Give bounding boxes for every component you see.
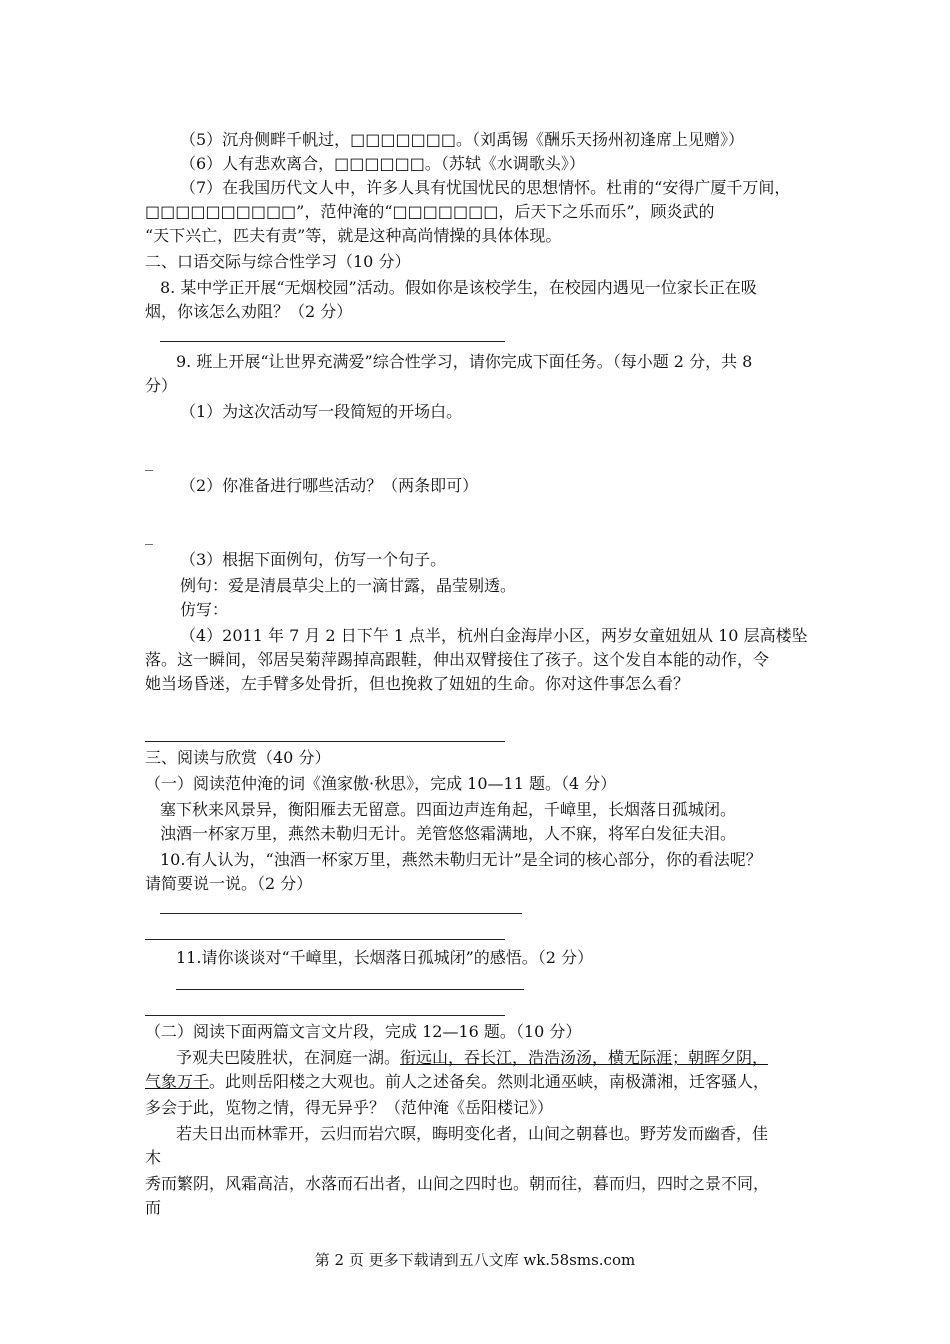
section-2-heading: 二、口语交际与综合性学习（10 分） bbox=[145, 252, 411, 271]
question-9-4: （4）2011 年 7 月 2 日下午 1 点半，杭州白金海岸小区，两岁女童妞妞从 10 层高楼坠 bbox=[180, 626, 808, 645]
passage-text: 予观夫巴陵胜状，在洞庭一湖。 bbox=[176, 1048, 401, 1067]
question-9-4-end: 她当场昏迷，左手臂多处骨折，但也挽救了妞妞的生命。你对这件事怎么看？ bbox=[145, 674, 690, 693]
example-sentence: 例句：爱是清晨草尖上的一滴甘露，晶莹剔透。 bbox=[180, 576, 517, 595]
question-10-cont: 请简要说一说。（2 分） bbox=[145, 874, 313, 893]
page-footer: 第 2 页 更多下载请到五八文库 wk.58sms.com bbox=[314, 1251, 636, 1269]
question-8-cont: 烟，你该怎么劝阻？（2 分） bbox=[145, 302, 353, 321]
underlined-text: 气象万千 bbox=[145, 1072, 210, 1091]
answer-line bbox=[160, 341, 505, 342]
passage-2-line-2: 秀而繁阴，风霜高洁，水落而石出者，山间之四时也。朝而往，暮而归，四时之景不同， bbox=[145, 1174, 770, 1193]
imitation-label: 仿写： bbox=[180, 600, 229, 619]
passage-2-line-1: 若夫日出而林霏开，云归而岩穴暝，晦明变化者，山间之朝暮也。野芳发而幽香，佳 bbox=[176, 1124, 769, 1143]
answer-line bbox=[145, 1015, 505, 1016]
question-11: 11.请你谈谈对“千嶂里，长烟落日孤城闭”的感悟。（2 分） bbox=[176, 948, 594, 967]
question-9-cont: 分） bbox=[145, 376, 178, 395]
blank-mark: _ bbox=[145, 452, 153, 471]
ci-line-2: 浊酒一杯家万里，燕然未勒归无计。羌管悠悠霜满地，人不寐，将军白发征夫泪。 bbox=[160, 824, 737, 843]
passage-1-line-2 bbox=[145, 1071, 769, 1093]
passage-1-line-3: 多会于此，览物之情，得无异乎？（范仲淹《岳阳楼记》） bbox=[145, 1098, 554, 1117]
question-9: 9. 班上开展“让世界充满爱”综合性学习，请你完成下面任务。（每小题 2 分，共 8 bbox=[176, 352, 753, 371]
passage-text: 。此则岳阳楼之大观也。前人之述备矣。然则北通巫峡，南极潇湘，迁客骚人， bbox=[209, 1072, 770, 1091]
underlined-text: 衔远山，吞长江，浩浩汤汤，横无际涯；朝晖夕阴， bbox=[400, 1048, 769, 1067]
answer-line bbox=[145, 939, 505, 940]
poem-line-7-cont: □□□□□□□□□□”，范仲淹的“□□□□□□□，后天下之乐而乐”，顾炎武的 bbox=[145, 202, 715, 221]
ci-line-1: 塞下秋来风景异，衡阳雁去无留意。四面边声连角起，千嶂里，长烟落日孤城闭。 bbox=[160, 800, 737, 819]
answer-line bbox=[176, 989, 524, 990]
reading-part-2: （二）阅读下面两篇文言文片段，完成 12—16 题。（10 分） bbox=[145, 1022, 582, 1041]
section-3-heading: 三、阅读与欣赏（40 分） bbox=[145, 748, 331, 767]
poem-line-7: （7）在我国历代文人中，许多人具有忧国忧民的思想情怀。杜甫的“安得广厦千万间， bbox=[180, 178, 791, 197]
poem-line-5: （5）沉舟侧畔千帆过，□□□□□□□。（刘禹锡《酬乐天扬州初逢席上见赠》） bbox=[180, 130, 745, 149]
question-10: 10.有人认为，“浊酒一杯家万里，燕然未勒归无计”是全词的核心部分，你的看法呢？ bbox=[160, 850, 762, 869]
passage-2-line-2-wrap: 而 bbox=[145, 1198, 162, 1217]
answer-line bbox=[145, 741, 505, 742]
question-8: 8. 某中学正开展“无烟校园”活动。假如你是该校学生，在校园内遇见一位家长正在吸 bbox=[160, 278, 757, 297]
blank-mark: _ bbox=[145, 526, 153, 545]
reading-part-1: （一）阅读范仲淹的词《渔家傲·秋思》，完成 10—11 题。（4 分） bbox=[145, 774, 617, 793]
question-9-3: （3）根据下面例句，仿写一个句子。 bbox=[180, 550, 447, 569]
passage-1-line-1 bbox=[176, 1047, 768, 1069]
passage-2-line-1-wrap: 木 bbox=[145, 1148, 162, 1167]
question-9-2: （2）你准备进行哪些活动？（两条即可） bbox=[180, 476, 479, 495]
question-9-1: （1）为这次活动写一段简短的开场白。 bbox=[180, 402, 463, 421]
answer-line bbox=[160, 913, 522, 914]
poem-line-6: （6）人有悲欢离合，□□□□□□。（苏轼《水调歌头》） bbox=[180, 154, 585, 173]
question-9-4-cont: 落。这一瞬间，邻居吴菊萍踢掉高跟鞋，伸出双臂接住了孩子。这个发自本能的动作，令 bbox=[145, 650, 770, 669]
poem-line-7-end: “天下兴亡，匹夫有责”等，就是这种高尚情操的具体体现。 bbox=[145, 226, 562, 245]
